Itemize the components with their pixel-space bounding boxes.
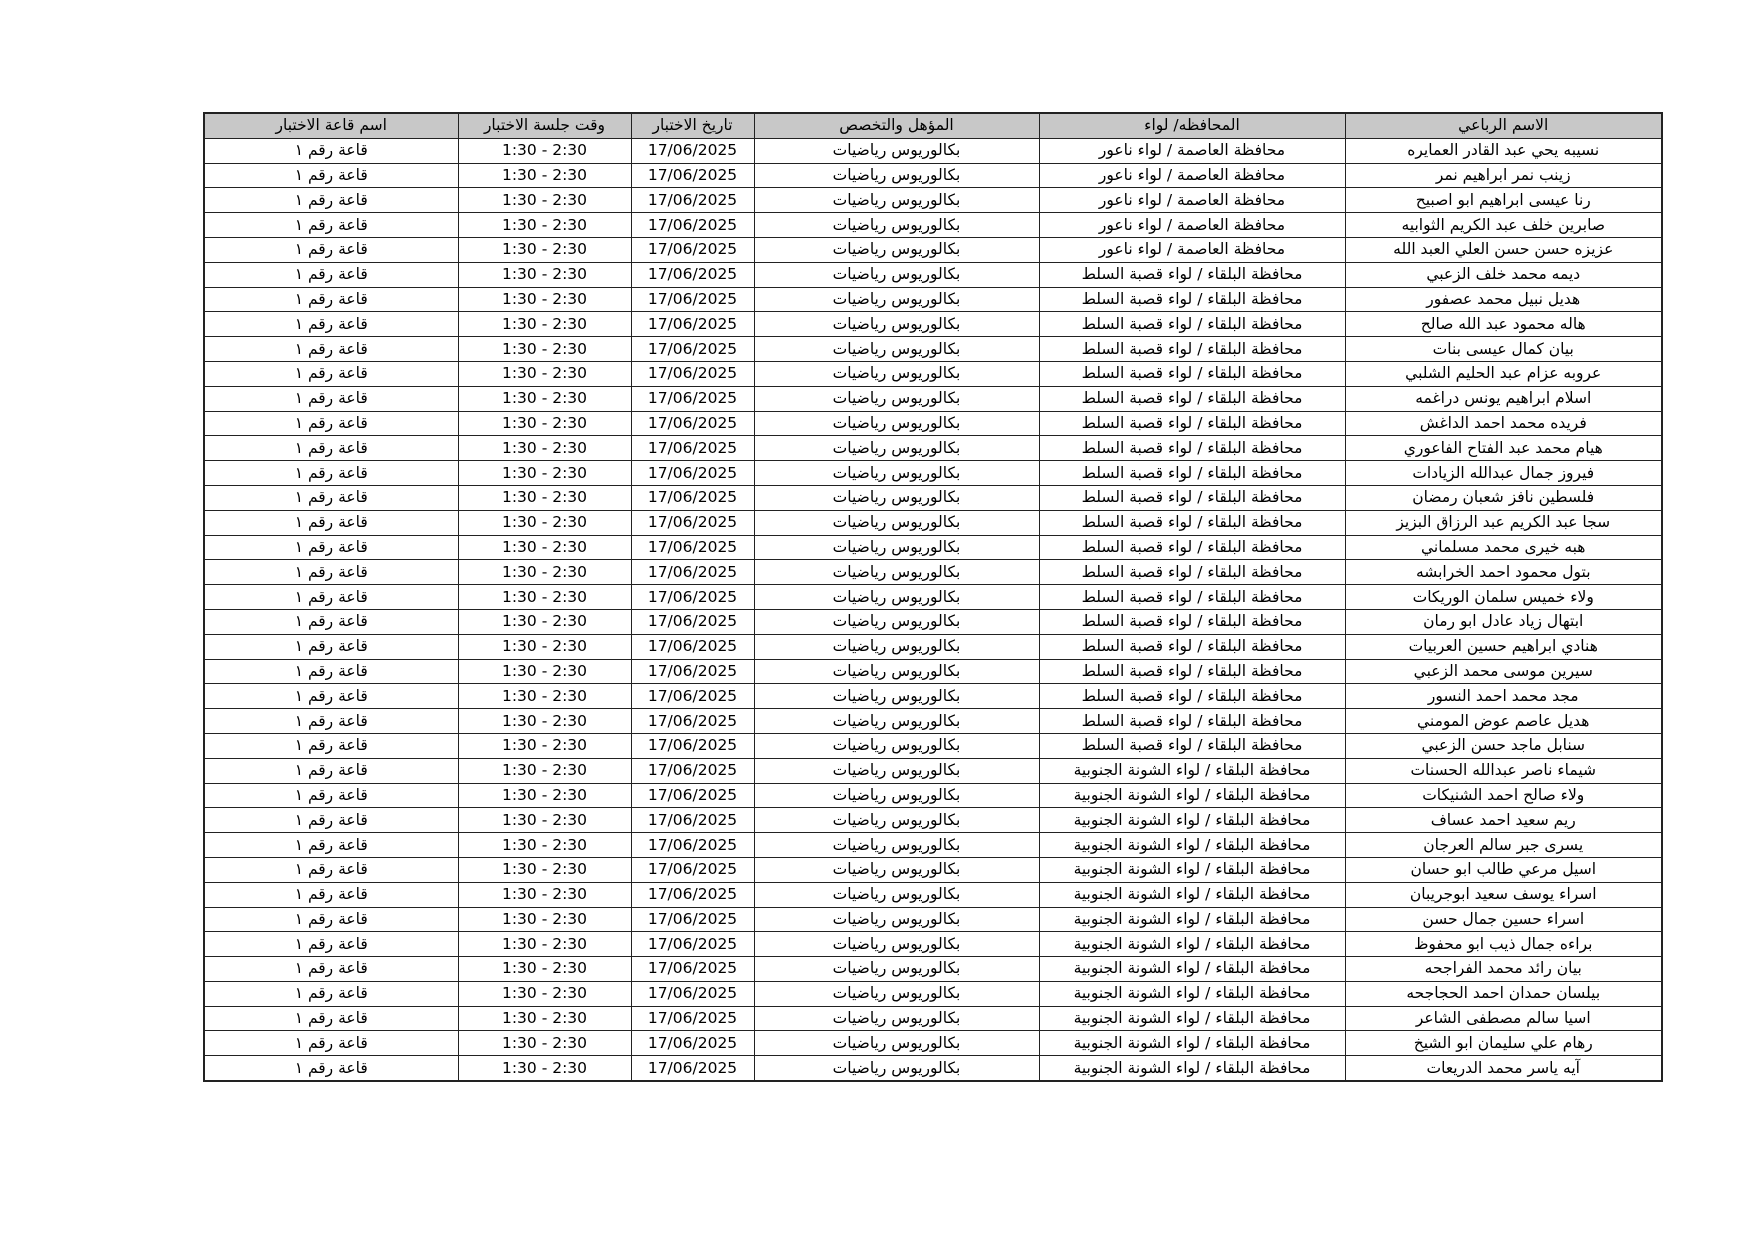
cell-time: 1:30 - 2:30 (458, 138, 631, 163)
table-row (204, 138, 1662, 163)
table-row (204, 1031, 1662, 1056)
cell-date: 17/06/2025 (631, 560, 754, 585)
table-row (204, 808, 1662, 833)
table-row (204, 733, 1662, 758)
cell-time: 1:30 - 2:30 (458, 585, 631, 610)
cell-qualification: بكالوريوس رياضيات (754, 833, 1039, 858)
cell-hall: قاعة رقم ١ (204, 163, 458, 188)
cell-name: عروبه عزام عبد الحليم الشلبي (1345, 361, 1662, 386)
cell-date: 17/06/2025 (631, 485, 754, 510)
cell-date: 17/06/2025 (631, 585, 754, 610)
cell-hall: قاعة رقم ١ (204, 733, 458, 758)
cell-time: 1:30 - 2:30 (458, 287, 631, 312)
table-row (204, 485, 1662, 510)
cell-name: رنا عيسى ابراهيم ابو اصبيح (1345, 188, 1662, 213)
cell-time: 1:30 - 2:30 (458, 907, 631, 932)
table-row (204, 163, 1662, 188)
cell-hall: قاعة رقم ١ (204, 1031, 458, 1056)
cell-time: 1:30 - 2:30 (458, 436, 631, 461)
cell-hall: قاعة رقم ١ (204, 510, 458, 535)
cell-governorate: محافظة العاصمة / لواء ناعور (1039, 138, 1345, 163)
cell-date: 17/06/2025 (631, 808, 754, 833)
cell-qualification: بكالوريوس رياضيات (754, 932, 1039, 957)
table-row (204, 262, 1662, 287)
cell-qualification: بكالوريوس رياضيات (754, 857, 1039, 882)
table-row (204, 857, 1662, 882)
cell-time: 1:30 - 2:30 (458, 1006, 631, 1031)
cell-governorate: محافظة البلقاء / لواء قصبة السلط (1039, 634, 1345, 659)
table-row (204, 1056, 1662, 1081)
cell-time: 1:30 - 2:30 (458, 709, 631, 734)
cell-name: سيرين موسى محمد الزعبي (1345, 659, 1662, 684)
cell-name: فريده محمد احمد الداغش (1345, 411, 1662, 436)
cell-qualification: بكالوريوس رياضيات (754, 163, 1039, 188)
cell-date: 17/06/2025 (631, 213, 754, 238)
table-row (204, 337, 1662, 362)
cell-hall: قاعة رقم ١ (204, 833, 458, 858)
cell-hall: قاعة رقم ١ (204, 535, 458, 560)
cell-governorate: محافظة البلقاء / لواء الشونة الجنوبية (1039, 1031, 1345, 1056)
cell-qualification: بكالوريوس رياضيات (754, 262, 1039, 287)
cell-date: 17/06/2025 (631, 312, 754, 337)
cell-governorate: محافظة البلقاء / لواء الشونة الجنوبية (1039, 758, 1345, 783)
cell-qualification: بكالوريوس رياضيات (754, 138, 1039, 163)
table-row (204, 312, 1662, 337)
table-row (204, 188, 1662, 213)
table-row (204, 981, 1662, 1006)
cell-hall: قاعة رقم ١ (204, 808, 458, 833)
cell-date: 17/06/2025 (631, 932, 754, 957)
cell-governorate: محافظة البلقاء / لواء الشونة الجنوبية (1039, 932, 1345, 957)
cell-time: 1:30 - 2:30 (458, 758, 631, 783)
cell-name: يسرى جبر سالم العرجان (1345, 833, 1662, 858)
cell-qualification: بكالوريوس رياضيات (754, 411, 1039, 436)
cell-qualification: بكالوريوس رياضيات (754, 907, 1039, 932)
cell-name: هيام محمد عبد الفتاح الفاعوري (1345, 436, 1662, 461)
cell-qualification: بكالوريوس رياضيات (754, 312, 1039, 337)
cell-name: فلسطين نافز شعبان رمضان (1345, 485, 1662, 510)
cell-hall: قاعة رقم ١ (204, 262, 458, 287)
cell-date: 17/06/2025 (631, 882, 754, 907)
table-row (204, 560, 1662, 585)
cell-governorate: محافظة البلقاء / لواء قصبة السلط (1039, 684, 1345, 709)
table-row (204, 758, 1662, 783)
cell-governorate: محافظة البلقاء / لواء قصبة السلط (1039, 485, 1345, 510)
cell-name: ريم سعيد احمد عساف (1345, 808, 1662, 833)
cell-qualification: بكالوريوس رياضيات (754, 213, 1039, 238)
cell-name: صابرين خلف عبد الكريم الثوابيه (1345, 213, 1662, 238)
cell-governorate: محافظة البلقاء / لواء قصبة السلط (1039, 287, 1345, 312)
cell-time: 1:30 - 2:30 (458, 882, 631, 907)
cell-governorate: محافظة البلقاء / لواء قصبة السلط (1039, 262, 1345, 287)
cell-qualification: بكالوريوس رياضيات (754, 783, 1039, 808)
cell-hall: قاعة رقم ١ (204, 461, 458, 486)
cell-time: 1:30 - 2:30 (458, 510, 631, 535)
cell-hall: قاعة رقم ١ (204, 783, 458, 808)
cell-name: زينب نمر ابراهيم نمر (1345, 163, 1662, 188)
cell-date: 17/06/2025 (631, 262, 754, 287)
table-row (204, 783, 1662, 808)
cell-governorate: محافظة البلقاء / لواء الشونة الجنوبية (1039, 857, 1345, 882)
cell-qualification: بكالوريوس رياضيات (754, 337, 1039, 362)
cell-time: 1:30 - 2:30 (458, 981, 631, 1006)
cell-qualification: بكالوريوس رياضيات (754, 758, 1039, 783)
cell-name: بتول محمود احمد الخرابشه (1345, 560, 1662, 585)
table-row (204, 932, 1662, 957)
cell-hall: قاعة رقم ١ (204, 337, 458, 362)
cell-time: 1:30 - 2:30 (458, 213, 631, 238)
cell-date: 17/06/2025 (631, 535, 754, 560)
cell-qualification: بكالوريوس رياضيات (754, 436, 1039, 461)
cell-date: 17/06/2025 (631, 386, 754, 411)
cell-hall: قاعة رقم ١ (204, 560, 458, 585)
cell-name: عزيزه حسن حسن العلي العبد الله (1345, 237, 1662, 262)
cell-governorate: محافظة العاصمة / لواء ناعور (1039, 237, 1345, 262)
cell-date: 17/06/2025 (631, 337, 754, 362)
cell-name: هديل عاصم عوض المومني (1345, 709, 1662, 734)
table-row (204, 436, 1662, 461)
cell-name: اسيا سالم مصطفى الشاعر (1345, 1006, 1662, 1031)
cell-qualification: بكالوريوس رياضيات (754, 237, 1039, 262)
cell-name: هاله محمود عبد الله صالح (1345, 312, 1662, 337)
table-row (204, 535, 1662, 560)
cell-date: 17/06/2025 (631, 411, 754, 436)
cell-name: اسلام ابراهيم يونس دراغمه (1345, 386, 1662, 411)
cell-time: 1:30 - 2:30 (458, 461, 631, 486)
cell-name: ابتهال زياد عادل ابو رمان (1345, 609, 1662, 634)
cell-governorate: محافظة البلقاء / لواء الشونة الجنوبية (1039, 833, 1345, 858)
cell-name: هديل نبيل محمد عصفور (1345, 287, 1662, 312)
cell-qualification: بكالوريوس رياضيات (754, 386, 1039, 411)
cell-date: 17/06/2025 (631, 163, 754, 188)
cell-governorate: محافظة البلقاء / لواء قصبة السلط (1039, 411, 1345, 436)
cell-name: بيان رائد محمد الفراجحه (1345, 957, 1662, 982)
cell-governorate: محافظة البلقاء / لواء قصبة السلط (1039, 461, 1345, 486)
cell-date: 17/06/2025 (631, 783, 754, 808)
table-row (204, 510, 1662, 535)
cell-time: 1:30 - 2:30 (458, 833, 631, 858)
cell-time: 1:30 - 2:30 (458, 659, 631, 684)
cell-governorate: محافظة البلقاء / لواء الشونة الجنوبية (1039, 808, 1345, 833)
cell-date: 17/06/2025 (631, 634, 754, 659)
cell-qualification: بكالوريوس رياضيات (754, 981, 1039, 1006)
table-row (204, 684, 1662, 709)
cell-governorate: محافظة البلقاء / لواء الشونة الجنوبية (1039, 783, 1345, 808)
cell-date: 17/06/2025 (631, 833, 754, 858)
cell-hall: قاعة رقم ١ (204, 659, 458, 684)
cell-date: 17/06/2025 (631, 138, 754, 163)
cell-date: 17/06/2025 (631, 709, 754, 734)
cell-name: ولاء صالح احمد الشنيكات (1345, 783, 1662, 808)
table-row (204, 213, 1662, 238)
cell-hall: قاعة رقم ١ (204, 411, 458, 436)
header-name: الاسم الرباعي (1345, 113, 1662, 138)
cell-time: 1:30 - 2:30 (458, 783, 631, 808)
cell-date: 17/06/2025 (631, 981, 754, 1006)
cell-name: سجا عبد الكريم عبد الرزاق البزيز (1345, 510, 1662, 535)
cell-hall: قاعة رقم ١ (204, 758, 458, 783)
cell-hall: قاعة رقم ١ (204, 312, 458, 337)
cell-qualification: بكالوريوس رياضيات (754, 1006, 1039, 1031)
cell-governorate: محافظة البلقاء / لواء قصبة السلط (1039, 361, 1345, 386)
cell-hall: قاعة رقم ١ (204, 882, 458, 907)
cell-hall: قاعة رقم ١ (204, 436, 458, 461)
cell-time: 1:30 - 2:30 (458, 411, 631, 436)
exam-roster-table (203, 112, 1663, 1082)
cell-hall: قاعة رقم ١ (204, 609, 458, 634)
cell-time: 1:30 - 2:30 (458, 188, 631, 213)
cell-name: رهام علي سليمان ابو الشيخ (1345, 1031, 1662, 1056)
header-qualification: المؤهل والتخصص (754, 113, 1039, 138)
cell-time: 1:30 - 2:30 (458, 684, 631, 709)
cell-qualification: بكالوريوس رياضيات (754, 634, 1039, 659)
cell-hall: قاعة رقم ١ (204, 361, 458, 386)
cell-qualification: بكالوريوس رياضيات (754, 609, 1039, 634)
table-row (204, 609, 1662, 634)
cell-name: هنادي ابراهيم حسين العربيات (1345, 634, 1662, 659)
cell-time: 1:30 - 2:30 (458, 957, 631, 982)
cell-date: 17/06/2025 (631, 1056, 754, 1081)
cell-time: 1:30 - 2:30 (458, 609, 631, 634)
cell-name: بيلسان حمدان احمد الحجاجحه (1345, 981, 1662, 1006)
cell-date: 17/06/2025 (631, 659, 754, 684)
cell-time: 1:30 - 2:30 (458, 237, 631, 262)
table-row (204, 237, 1662, 262)
cell-governorate: محافظة العاصمة / لواء ناعور (1039, 163, 1345, 188)
cell-governorate: محافظة العاصمة / لواء ناعور (1039, 188, 1345, 213)
cell-governorate: محافظة البلقاء / لواء الشونة الجنوبية (1039, 1006, 1345, 1031)
cell-date: 17/06/2025 (631, 758, 754, 783)
cell-name: اسراء يوسف سعيد ابوجريبان (1345, 882, 1662, 907)
cell-governorate: محافظة العاصمة / لواء ناعور (1039, 213, 1345, 238)
cell-hall: قاعة رقم ١ (204, 585, 458, 610)
table-row (204, 882, 1662, 907)
header-governorate: المحافظه/ لواء (1039, 113, 1345, 138)
cell-name: براءه جمال ذيب ابو محفوظ (1345, 932, 1662, 957)
table-row (204, 659, 1662, 684)
cell-hall: قاعة رقم ١ (204, 386, 458, 411)
table-row (204, 833, 1662, 858)
cell-date: 17/06/2025 (631, 684, 754, 709)
cell-date: 17/06/2025 (631, 461, 754, 486)
cell-name: نسيبه يحي عبد القادر العمايره (1345, 138, 1662, 163)
table-row (204, 411, 1662, 436)
cell-qualification: بكالوريوس رياضيات (754, 535, 1039, 560)
cell-date: 17/06/2025 (631, 907, 754, 932)
cell-date: 17/06/2025 (631, 733, 754, 758)
header-date: تاريخ الاختبار (631, 113, 754, 138)
cell-time: 1:30 - 2:30 (458, 312, 631, 337)
cell-governorate: محافظة البلقاء / لواء قصبة السلط (1039, 609, 1345, 634)
cell-hall: قاعة رقم ١ (204, 138, 458, 163)
cell-hall: قاعة رقم ١ (204, 188, 458, 213)
cell-time: 1:30 - 2:30 (458, 485, 631, 510)
cell-hall: قاعة رقم ١ (204, 957, 458, 982)
cell-date: 17/06/2025 (631, 1031, 754, 1056)
cell-qualification: بكالوريوس رياضيات (754, 485, 1039, 510)
cell-governorate: محافظة البلقاء / لواء قصبة السلط (1039, 659, 1345, 684)
cell-hall: قاعة رقم ١ (204, 709, 458, 734)
cell-qualification: بكالوريوس رياضيات (754, 585, 1039, 610)
cell-name: فيروز جمال عبدالله الزيادات (1345, 461, 1662, 486)
cell-date: 17/06/2025 (631, 237, 754, 262)
cell-time: 1:30 - 2:30 (458, 857, 631, 882)
cell-governorate: محافظة البلقاء / لواء قصبة السلط (1039, 510, 1345, 535)
table-row (204, 461, 1662, 486)
cell-name: هبه خيرى محمد مسلماني (1345, 535, 1662, 560)
cell-time: 1:30 - 2:30 (458, 808, 631, 833)
cell-date: 17/06/2025 (631, 957, 754, 982)
table-row (204, 634, 1662, 659)
cell-date: 17/06/2025 (631, 609, 754, 634)
cell-hall: قاعة رقم ١ (204, 287, 458, 312)
cell-time: 1:30 - 2:30 (458, 1031, 631, 1056)
cell-governorate: محافظة البلقاء / لواء قصبة السلط (1039, 560, 1345, 585)
cell-governorate: محافظة البلقاء / لواء الشونة الجنوبية (1039, 957, 1345, 982)
cell-date: 17/06/2025 (631, 287, 754, 312)
cell-qualification: بكالوريوس رياضيات (754, 882, 1039, 907)
cell-date: 17/06/2025 (631, 361, 754, 386)
table-row (204, 386, 1662, 411)
cell-time: 1:30 - 2:30 (458, 1056, 631, 1081)
cell-name: آيه ياسر محمد الدريعات (1345, 1056, 1662, 1081)
cell-governorate: محافظة البلقاء / لواء الشونة الجنوبية (1039, 907, 1345, 932)
cell-name: ديمه محمد خلف الزعبي (1345, 262, 1662, 287)
cell-time: 1:30 - 2:30 (458, 386, 631, 411)
cell-governorate: محافظة البلقاء / لواء الشونة الجنوبية (1039, 981, 1345, 1006)
cell-qualification: بكالوريوس رياضيات (754, 188, 1039, 213)
cell-governorate: محافظة البلقاء / لواء قصبة السلط (1039, 585, 1345, 610)
cell-date: 17/06/2025 (631, 436, 754, 461)
cell-hall: قاعة رقم ١ (204, 485, 458, 510)
table-row (204, 709, 1662, 734)
table-row (204, 287, 1662, 312)
roster-body (204, 138, 1662, 1081)
cell-qualification: بكالوريوس رياضيات (754, 709, 1039, 734)
cell-time: 1:30 - 2:30 (458, 634, 631, 659)
table-row (204, 957, 1662, 982)
cell-hall: قاعة رقم ١ (204, 857, 458, 882)
cell-name: سنابل ماجد حسن الزعبي (1345, 733, 1662, 758)
cell-hall: قاعة رقم ١ (204, 1006, 458, 1031)
table-row (204, 1006, 1662, 1031)
cell-hall: قاعة رقم ١ (204, 213, 458, 238)
cell-name: اسيل مرعي طالب ابو حسان (1345, 857, 1662, 882)
cell-governorate: محافظة البلقاء / لواء قصبة السلط (1039, 312, 1345, 337)
cell-qualification: بكالوريوس رياضيات (754, 461, 1039, 486)
cell-hall: قاعة رقم ١ (204, 907, 458, 932)
cell-governorate: محافظة البلقاء / لواء قصبة السلط (1039, 386, 1345, 411)
table-row (204, 585, 1662, 610)
header-row (204, 113, 1662, 138)
header-time: وقت جلسة الاختبار (458, 113, 631, 138)
cell-time: 1:30 - 2:30 (458, 733, 631, 758)
cell-governorate: محافظة البلقاء / لواء الشونة الجنوبية (1039, 882, 1345, 907)
cell-hall: قاعة رقم ١ (204, 932, 458, 957)
cell-qualification: بكالوريوس رياضيات (754, 808, 1039, 833)
header-hall: اسم قاعة الاختبار (204, 113, 458, 138)
table-row (204, 361, 1662, 386)
cell-qualification: بكالوريوس رياضيات (754, 510, 1039, 535)
cell-governorate: محافظة البلقاء / لواء قصبة السلط (1039, 709, 1345, 734)
cell-qualification: بكالوريوس رياضيات (754, 560, 1039, 585)
cell-name: ولاء خميس سلمان الوريكات (1345, 585, 1662, 610)
cell-time: 1:30 - 2:30 (458, 361, 631, 386)
cell-time: 1:30 - 2:30 (458, 337, 631, 362)
cell-governorate: محافظة البلقاء / لواء قصبة السلط (1039, 733, 1345, 758)
cell-qualification: بكالوريوس رياضيات (754, 287, 1039, 312)
cell-time: 1:30 - 2:30 (458, 560, 631, 585)
cell-qualification: بكالوريوس رياضيات (754, 659, 1039, 684)
cell-time: 1:30 - 2:30 (458, 932, 631, 957)
cell-time: 1:30 - 2:30 (458, 262, 631, 287)
cell-qualification: بكالوريوس رياضيات (754, 684, 1039, 709)
cell-name: بيان كمال عيسى بنات (1345, 337, 1662, 362)
cell-governorate: محافظة البلقاء / لواء قصبة السلط (1039, 337, 1345, 362)
cell-hall: قاعة رقم ١ (204, 684, 458, 709)
cell-date: 17/06/2025 (631, 857, 754, 882)
cell-qualification: بكالوريوس رياضيات (754, 733, 1039, 758)
cell-governorate: محافظة البلقاء / لواء الشونة الجنوبية (1039, 1056, 1345, 1081)
cell-date: 17/06/2025 (631, 510, 754, 535)
cell-date: 17/06/2025 (631, 188, 754, 213)
cell-governorate: محافظة البلقاء / لواء قصبة السلط (1039, 535, 1345, 560)
cell-hall: قاعة رقم ١ (204, 981, 458, 1006)
cell-time: 1:30 - 2:30 (458, 535, 631, 560)
cell-hall: قاعة رقم ١ (204, 1056, 458, 1081)
cell-name: اسراء حسين جمال حسن (1345, 907, 1662, 932)
cell-date: 17/06/2025 (631, 1006, 754, 1031)
cell-name: مجد محمد احمد النسور (1345, 684, 1662, 709)
cell-hall: قاعة رقم ١ (204, 634, 458, 659)
cell-qualification: بكالوريوس رياضيات (754, 1031, 1039, 1056)
cell-governorate: محافظة البلقاء / لواء قصبة السلط (1039, 436, 1345, 461)
table-row (204, 907, 1662, 932)
cell-name: شيماء ناصر عبدالله الحسنات (1345, 758, 1662, 783)
cell-qualification: بكالوريوس رياضيات (754, 957, 1039, 982)
cell-hall: قاعة رقم ١ (204, 237, 458, 262)
cell-qualification: بكالوريوس رياضيات (754, 1056, 1039, 1081)
cell-time: 1:30 - 2:30 (458, 163, 631, 188)
cell-qualification: بكالوريوس رياضيات (754, 361, 1039, 386)
